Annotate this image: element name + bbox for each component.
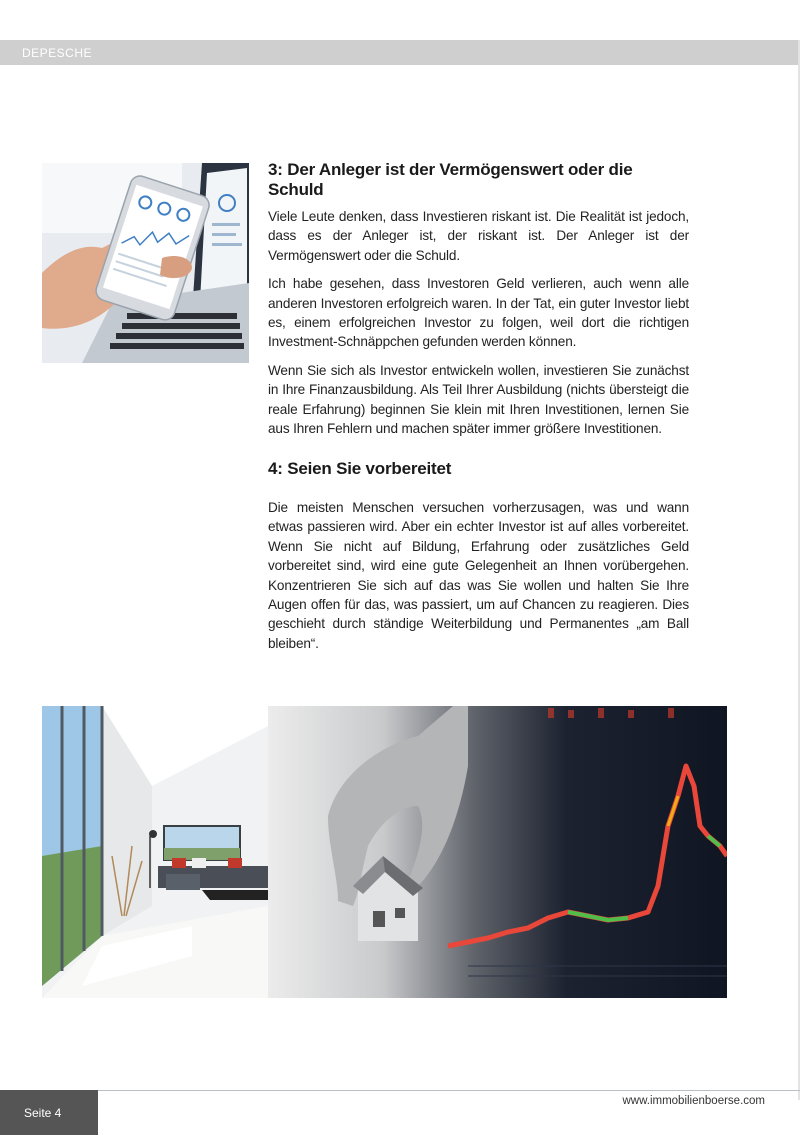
section-label: DEPESCHE	[22, 46, 93, 60]
living-room-photo	[42, 706, 268, 998]
paragraph: Viele Leute denken, dass Investieren riskant ist. Die Realität ist jedoch, dass es der Anleger ist, der riskant ist. Der Anleger ist der Vermögenswert oder die Schuld.	[268, 209, 689, 263]
page-number-box	[0, 1090, 98, 1135]
header-bar	[0, 40, 800, 65]
page-number: Seite 4	[24, 1106, 62, 1120]
section-3-body	[268, 207, 689, 438]
section-3-heading: 3: Der Anleger ist der Vermögenswert oder die Schuld	[268, 160, 633, 199]
section-4-body	[268, 498, 689, 653]
paragraph: Ich habe gesehen, dass Investoren Geld verlieren, auch wenn alle anderen Investoren erfolgreich waren. In der Tat, ein guter Investor liebt es, einem erfolgreichen Investor zu folgen, weil dort die richtigen Investment-Schnäppchen gefunden werden können.	[268, 276, 689, 350]
section-4	[268, 459, 689, 479]
footer-divider	[98, 1090, 800, 1091]
house-stock-chart-photo	[268, 706, 727, 998]
smartphone-laptop-photo	[42, 163, 249, 363]
section-3	[268, 160, 689, 200]
website-url[interactable]: www.immobilienboerse.com	[622, 1095, 765, 1107]
paragraph: Wenn Sie sich als Investor entwickeln wollen, investieren Sie zunächst in Ihre Finanzausbildung. Als Teil Ihrer Ausbildung (nichts übersteigt die reale Erfahrung) beginnen Sie klein mit Ihren Investitionen, lernen Sie aus Ihren Fehlern und machen später immer größere Investitionen.	[268, 362, 689, 437]
section-4-heading: 4: Seien Sie vorbereitet	[268, 459, 452, 478]
paragraph: Die meisten Menschen versuchen vorherzusagen, was und wann etwas passieren wird. Aber ein echter Investor ist auf alles vorbereitet. Wenn Sie nicht auf Bildung, Erfahrung oder zusätzliches Geld vorbereitet sind, wird eine gute Gelegenheit an Ihnen vorübergehen. Konzentrieren Sie sich auf das was Sie wollen und halten Sie Ihre Augen offen für das, was passiert, um auf Chancen zu reagieren. Dies geschieht durch ständige Weiterbildung und Permanentes „am Ball bleiben“.	[268, 500, 689, 651]
